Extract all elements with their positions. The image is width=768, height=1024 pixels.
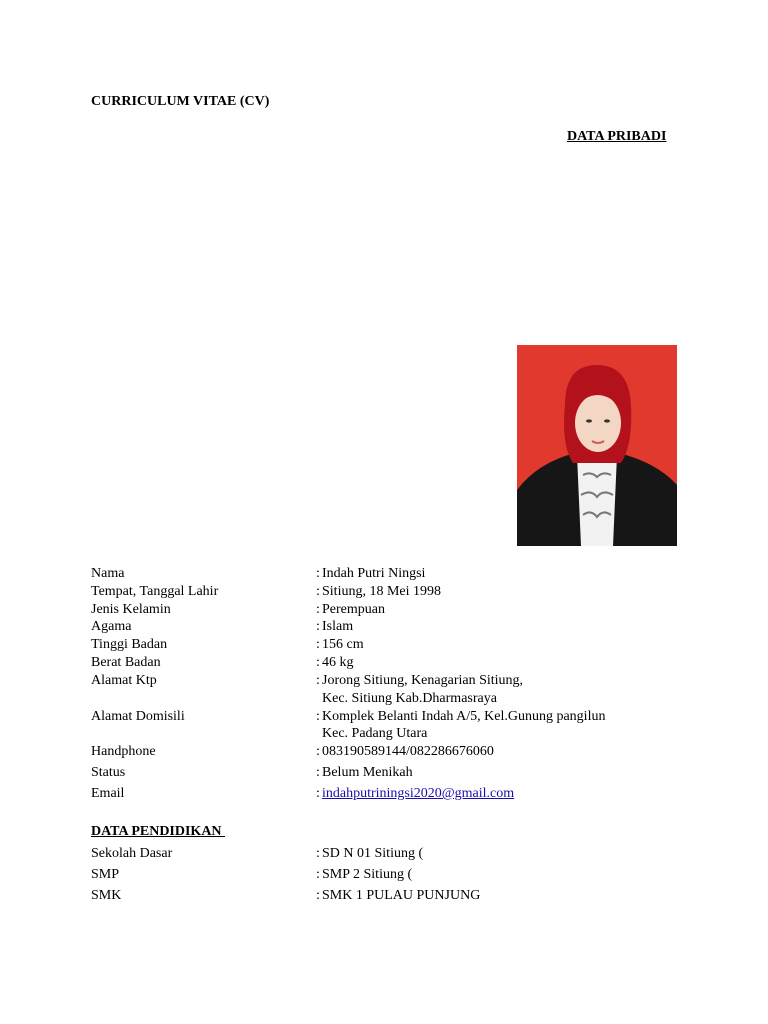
field-value: Komplek Belanti Indah A/5, Kel.Gunung pangilun [322,709,606,724]
profile-photo [517,345,677,546]
field-label: Tempat, Tanggal Lahir [91,584,219,599]
field-colon: : [316,655,320,670]
field-value: 46 kg [322,655,354,670]
section-heading-data-pendidikan: DATA PENDIDIKAN [91,824,226,839]
field-value: Jorong Sitiung, Kenagarian Sitiung, [322,673,524,688]
education-level: SMK [91,888,122,903]
school-name: SMK 1 PULAU PUNJUNG [322,888,481,903]
field-value: 156 cm [322,637,364,652]
education-level: Sekolah Dasar [91,846,173,861]
field-label: Email [91,786,125,801]
field-label: Agama [91,619,132,634]
personal-row [91,565,425,582]
field-label: Nama [91,566,125,581]
field-label: Jenis Kelamin [91,602,171,617]
field-colon: : [316,786,320,801]
field-value-continued: Kec. Sitiung Kab.Dharmasraya [322,691,497,706]
field-colon: : [316,673,320,688]
field-colon: : [316,602,320,617]
field-value: Sitiung, 18 Mei 1998 [322,584,442,599]
section-heading-data-pribadi: DATA PRIBADI [567,129,667,144]
field-label: Berat Badan [91,655,161,670]
field-colon: : [316,566,320,581]
education-row [91,845,423,862]
school-name: SMP 2 Sitiung ( [322,867,413,882]
field-label: Status [91,765,126,780]
field-value: Indah Putri Ningsi [322,566,426,581]
field-value-continued: Kec. Padang Utara [322,726,428,741]
education-row [91,866,412,883]
personal-row [91,583,441,600]
field-colon: : [316,765,320,780]
personal-row [91,654,354,671]
school-name: SD N 01 Sitiung ( [322,846,424,861]
field-value: 083190589144/082286676060 [322,744,494,759]
field-value: Belum Menikah [322,765,413,780]
personal-row [91,672,523,689]
personal-row [91,743,494,760]
field-colon: : [316,709,320,724]
field-label: Tinggi Badan [91,637,168,652]
field-colon: : [316,867,320,882]
personal-row [91,764,413,781]
field-colon: : [316,637,320,652]
field-label: Alamat Domisili [91,709,185,724]
document-title: CURRICULUM VITAE (CV) [91,94,270,109]
personal-row [91,636,364,653]
personal-row [91,708,605,725]
field-colon: : [316,619,320,634]
education-level: SMP [91,867,120,882]
field-value: Islam [322,619,354,634]
field-colon: : [316,888,320,903]
personal-row [91,785,514,802]
portrait-photo-icon [517,345,677,546]
personal-row [91,601,385,618]
field-label: Alamat Ktp [91,673,157,688]
field-colon: : [316,846,320,861]
field-colon: : [316,584,320,599]
personal-row [91,618,353,635]
field-value: Perempuan [322,602,385,617]
education-row [91,887,480,904]
field-colon: : [316,744,320,759]
field-label: Handphone [91,744,156,759]
email-link[interactable]: indahputriningsi2020@gmail.com [322,786,515,801]
